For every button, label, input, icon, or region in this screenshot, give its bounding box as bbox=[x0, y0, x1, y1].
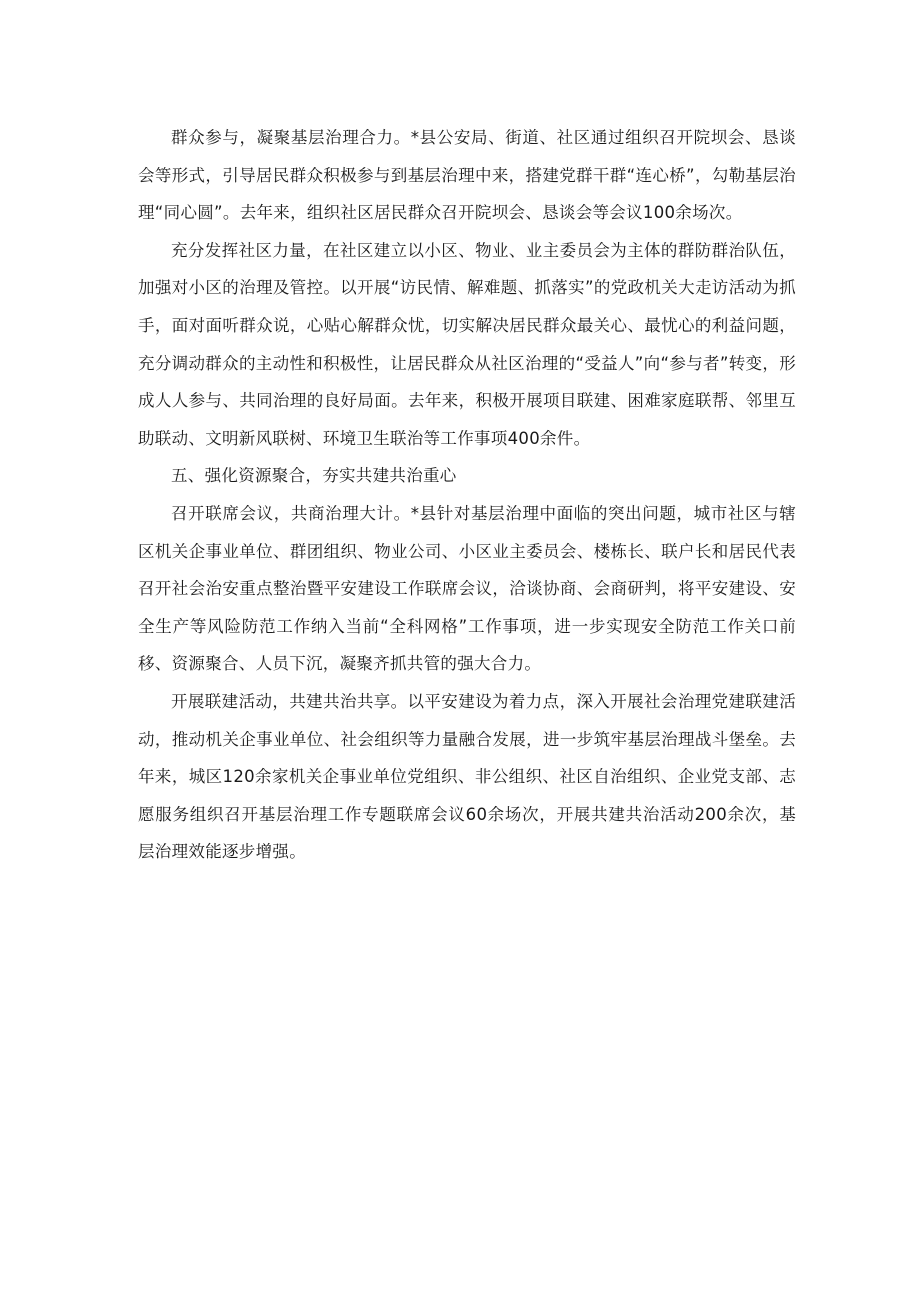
paragraph-joint-meeting: 召开联席会议，共商治理大计。*县针对基层治理中面临的突出问题，城市社区与辖区机关企事业单位、群团组织、物业公司、小区业主委员会、楼栋长、联户长和居民代表召开社会治安重点整治暨平安建设工作联席会议，洽谈协商、会商研判，将平安建设、安全生产等风险防范工作纳入当前“全科网格”工作事项，进一步实现安全防范工作关口前移、资源聚合、人员下沉，凝聚齐抓共管的强大合力。 bbox=[138, 503, 796, 674]
document-body bbox=[138, 119, 796, 871]
paragraph-mass-participation: 群众参与，凝聚基层治理合力。*县公安局、街道、社区通过组织召开院坝会、恳谈会等形式，引导居民群众积极参与到基层治理中来，搭建党群干群“连心桥”，勾勒基层治理“同心圆”。去年来，组织社区居民群众召开院坝会、恳谈会等会议100余场次。 bbox=[138, 128, 796, 223]
paragraph-joint-building: 开展联建活动，共建共治共享。以平安建设为着力点，深入开展社会治理党建联建活动，推动机关企事业单位、社会组织等力量融合发展，进一步筑牢基层治理战斗堡垒。去年来，城区120余家机关企事业单位党组织、非公组织、社区自治组织、企业党支部、志愿服务组织召开基层治理工作专题联席会议60余场次，开展共建共治活动200余次，基层治理效能逐步增强。 bbox=[138, 691, 796, 862]
paragraph-community-force: 充分发挥社区力量，在社区建立以小区、物业、业主委员会为主体的群防群治队伍，加强对小区的治理及管控。以开展“访民情、解难题、抓落实”的党政机关大走访活动为抓手，面对面听群众说，心贴心解群众忧，切实解决居民群众最关心、最忧心的利益问题，充分调动群众的主动性和积极性，让居民群众从社区治理的“受益人”向“参与者”转变，形成人人参与、共同治理的良好局面。去年来，积极开展项目联建、困难家庭联帮、邻里互助联动、文明新风联树、环境卫生联治等工作事项400余件。 bbox=[138, 240, 796, 448]
section-heading-resource-aggregation: 五、强化资源聚合，夯实共建共治重心 bbox=[171, 466, 457, 486]
